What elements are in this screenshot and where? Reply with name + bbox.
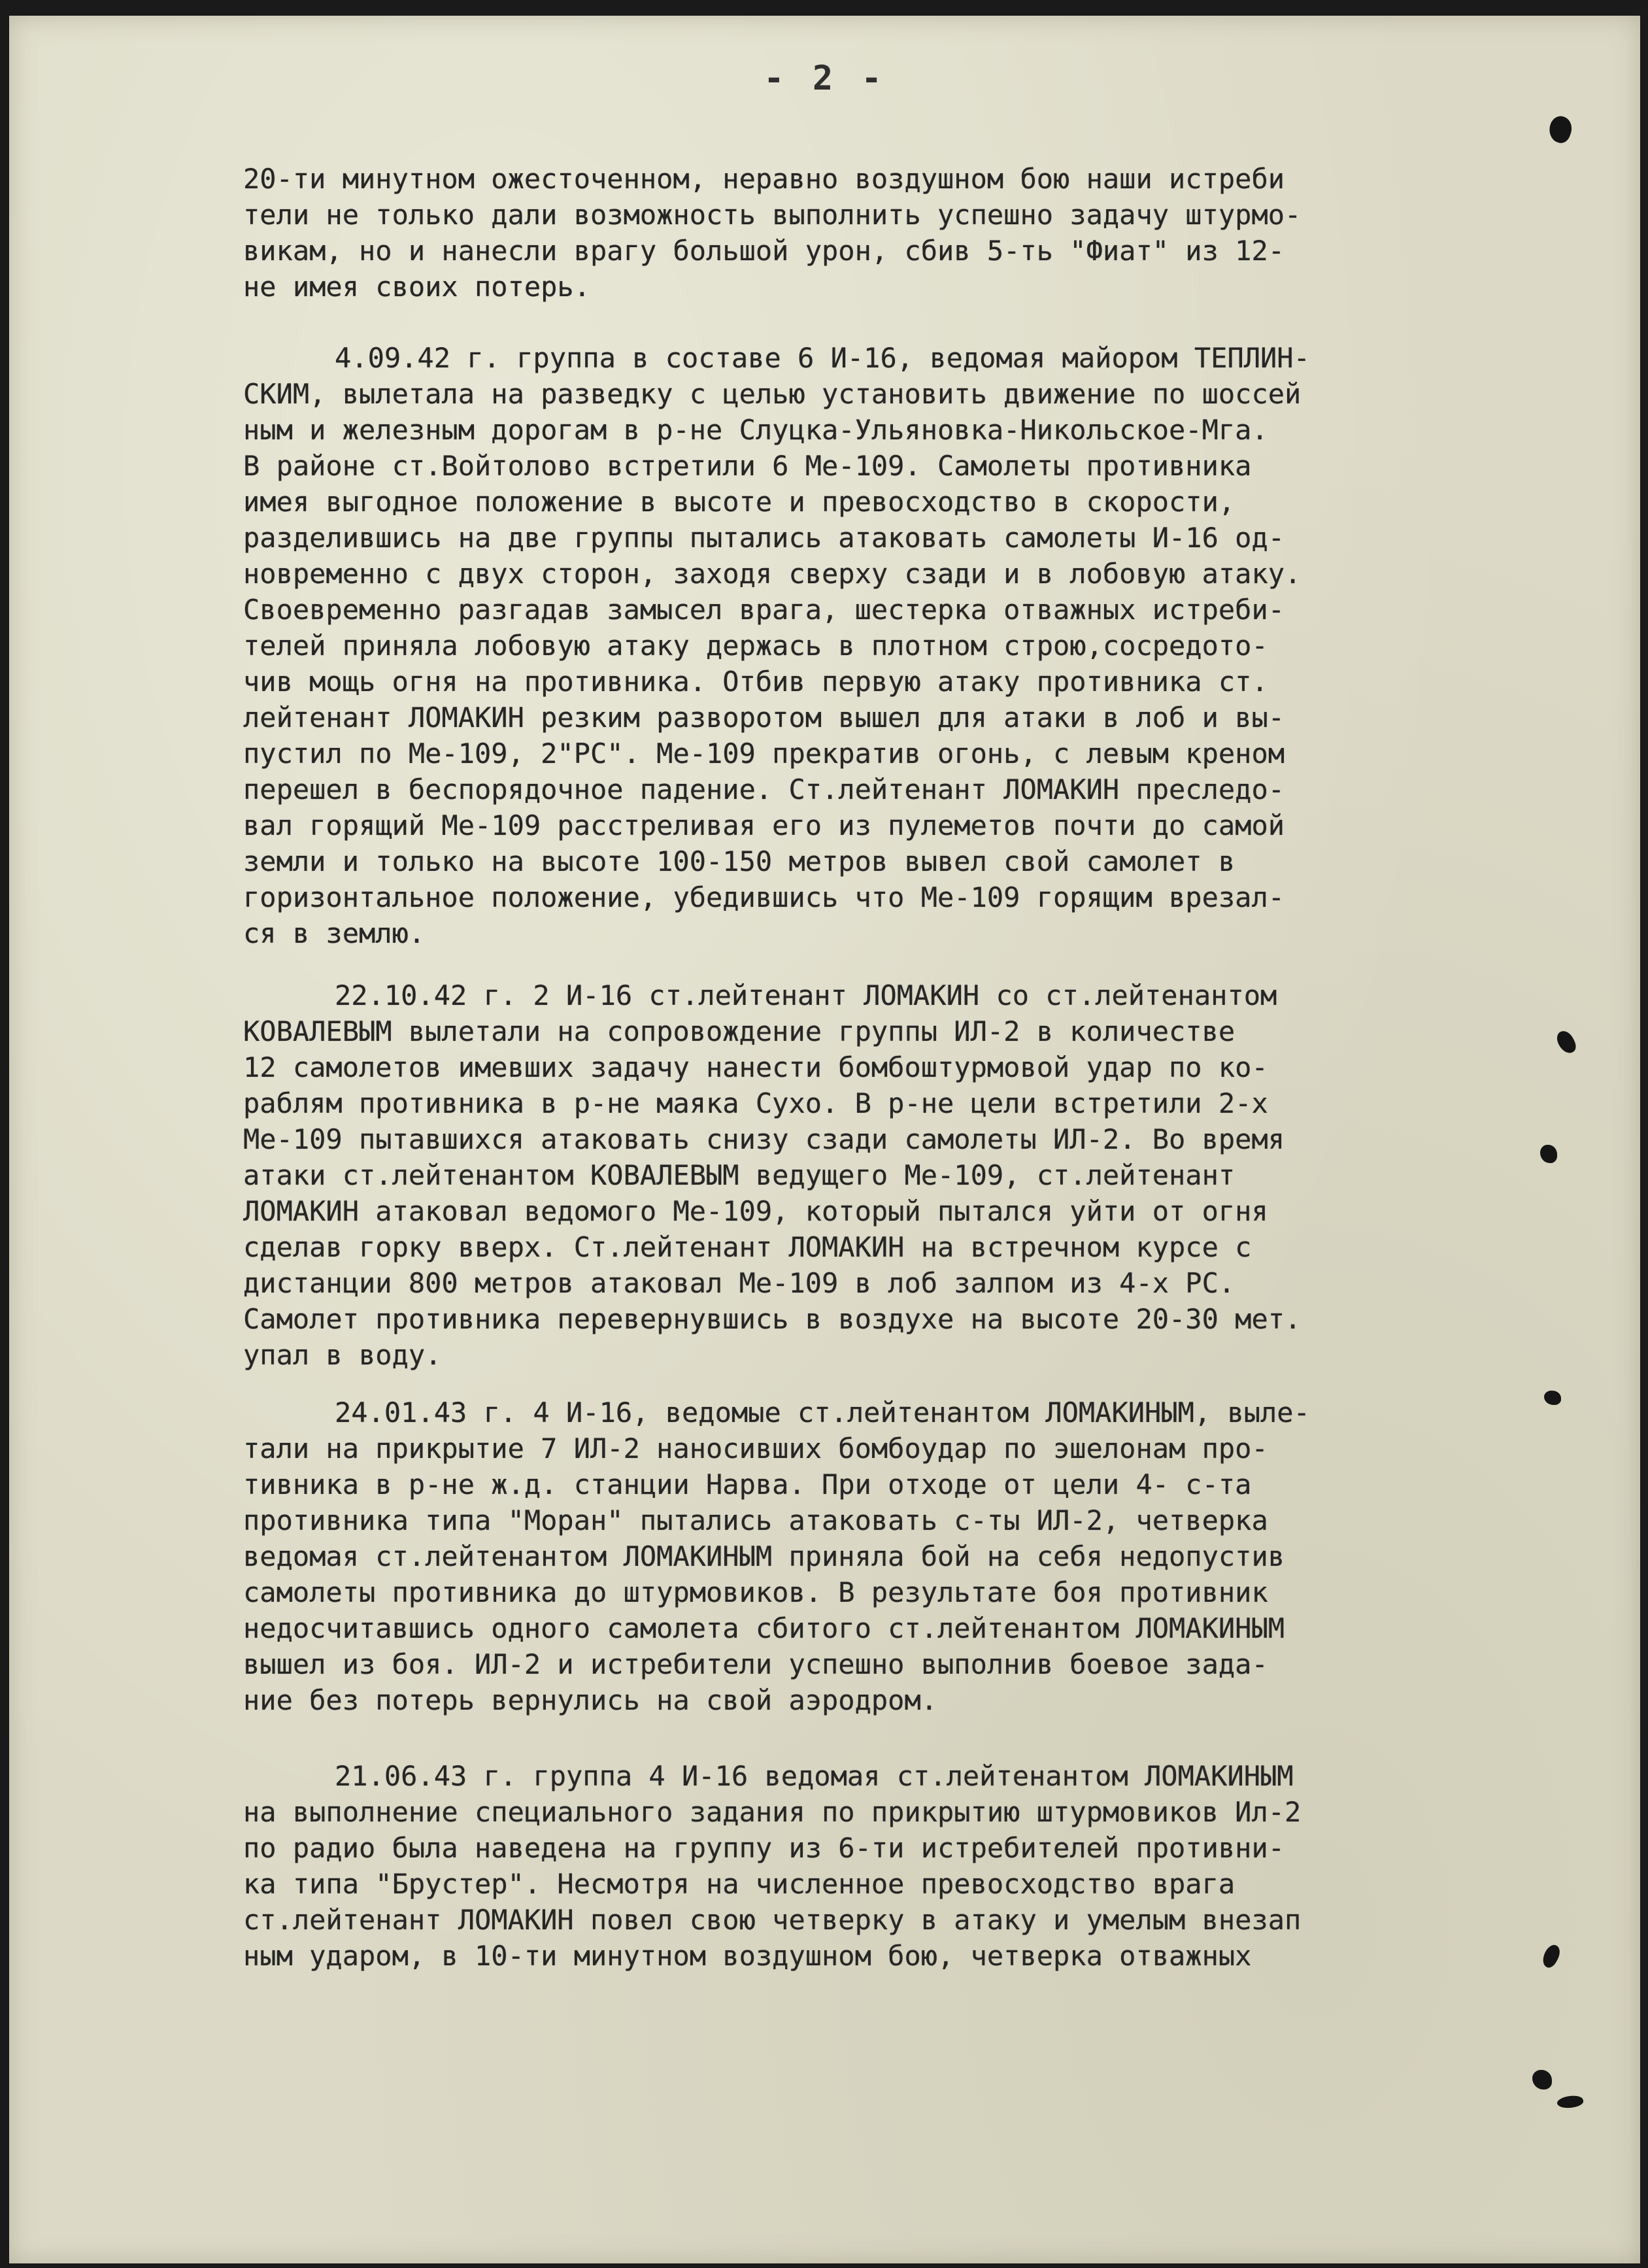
text-line: на выполнение специального задания по прикрытию штурмовиков Ил-2 [243, 1796, 1302, 1828]
text-line: противника типа "Моран" пытались атаковать с-ты ИЛ-2, четверка [243, 1504, 1268, 1536]
text-line: перешел в беспорядочное падение. Ст.лейтенант ЛОМАКИН преследо- [243, 773, 1285, 805]
text-line: СКИМ, вылетала на разведку с целью установить движение по шоссей [243, 378, 1302, 410]
text-line: горизонтальное положение, убедившись что Ме-109 горящим врезал- [243, 881, 1285, 913]
text-line: не имея своих потерь. [243, 271, 591, 303]
ink-blot [1532, 2070, 1552, 2090]
text-line: по радио была наведена на группу из 6-ти истребителей противни- [243, 1832, 1285, 1864]
text-line: атаки ст.лейтенантом КОВАЛЕВЫМ ведущего Ме-109, ст.лейтенант [243, 1159, 1236, 1191]
text-line: упал в воду. [243, 1339, 442, 1371]
text-line: пустил по Ме-109, 2"РС". Ме-109 прекратив огонь, с левым креном [243, 737, 1285, 770]
text-line: дистанции 800 метров атаковал Ме-109 в лоб залпом из 4-х РС. [243, 1267, 1236, 1299]
document-page [9, 16, 1640, 2263]
paragraph-1 [243, 161, 1629, 305]
text-line: 12 самолетов имевших задачу нанести бомбоштурмовой удар по ко- [243, 1051, 1268, 1083]
text-line: тели не только дали возможность выполнить успешно задачу штурмо- [243, 199, 1302, 231]
text-line: имея выгодное положение в высоте и превосходство в скорости, [243, 486, 1236, 518]
text-line: земли и только на высоте 100-150 метров вывел свой самолет в [243, 845, 1236, 877]
text-line: вал горящий Ме-109 расстреливая его из пулеметов почти до самой [243, 809, 1285, 841]
text-line: Ме-109 пытавшихся атаковать снизу сзади самолеты ИЛ-2. Во время [243, 1123, 1285, 1155]
text-line: 21.06.43 г. группа 4 И-16 ведомая ст.лейтенантом ЛОМАКИНЫМ [335, 1760, 1294, 1792]
text-line: ЛОМАКИН атаковал ведомого Ме-109, который пытался уйти от огня [243, 1195, 1268, 1227]
text-line: тивника в р-не ж.д. станции Нарва. При отходе от цели 4- с-та [243, 1468, 1252, 1500]
text-line: КОВАЛЕВЫМ вылетали на сопровождение группы ИЛ-2 в количестве [243, 1015, 1236, 1047]
paragraph-5 [243, 1758, 1629, 1974]
text-line: тали на прикрытие 7 ИЛ-2 наносивших бомбоудар по эшелонам про- [243, 1432, 1268, 1464]
text-line: ст.лейтенант ЛОМАКИН повел свою четверку в атаку и умелым внезап [243, 1904, 1302, 1936]
paragraph-3 [243, 977, 1629, 1373]
text-line: новременно с двух сторон, заходя сверху сзади и в лобовую атаку. [243, 558, 1302, 590]
text-line: разделившись на две группы пытались атаковать самолеты И-16 од- [243, 522, 1285, 554]
paragraph-2 [243, 340, 1629, 951]
ink-blot [1545, 113, 1575, 145]
text-line: ся в землю. [243, 917, 426, 949]
text-line: лейтенант ЛОМАКИН резким разворотом вышел для атаки в лоб и вы- [243, 702, 1285, 734]
text-line: 4.09.42 г. группа в составе 6 И-16, ведомая майором ТЕПЛИН- [335, 342, 1310, 374]
text-line: самолеты противника до штурмовиков. В результате боя противник [243, 1576, 1268, 1608]
text-line: чив мощь огня на противника. Отбив первую атаку противника ст. [243, 666, 1268, 698]
text-line: вышел из боя. ИЛ-2 и истребители успешно выполнив боевое зада- [243, 1648, 1268, 1680]
text-line: ка типа "Брустер". Несмотря на численное превосходство врага [243, 1868, 1236, 1900]
ink-blot [1540, 1145, 1557, 1163]
text-line: недосчитавшись одного самолета сбитого ст.лейтенантом ЛОМАКИНЫМ [243, 1612, 1285, 1644]
ink-blot [1556, 2094, 1585, 2110]
text-line: викам, но и нанесли врагу большой урон, сбив 5-ть "Фиат" из 12- [243, 235, 1285, 267]
page-number: - 2 - [764, 59, 886, 98]
text-line: ным и железным дорогам в р-не Слуцка-Ульяновка-Никольское-Мга. [243, 414, 1268, 446]
text-line: В районе ст.Войтолово встретили 6 Ме-109. Самолеты противника [243, 450, 1252, 482]
text-line: 24.01.43 г. 4 И-16, ведомые ст.лейтенантом ЛОМАКИНЫМ, выле- [335, 1396, 1310, 1429]
text-line: телей приняла лобовую атаку держась в плотном строю,сосредото- [243, 630, 1268, 662]
text-line: ведомая ст.лейтенантом ЛОМАКИНЫМ приняла бой на себя недопустив [243, 1540, 1285, 1572]
text-line: ние без потерь вернулись на свой аэродром. [243, 1684, 938, 1716]
text-line: Своевременно разгадав замысел врага, шестерка отважных истреби- [243, 594, 1285, 626]
text-line: сделав горку вверх. Ст.лейтенант ЛОМАКИН на встречном курсе с [243, 1231, 1252, 1263]
text-line: 20-ти минутном ожесточенном, неравно воздушном бою наши истреби [243, 163, 1285, 195]
ink-blot [1544, 1391, 1561, 1405]
paragraph-4 [243, 1395, 1629, 1718]
text-line: 22.10.42 г. 2 И-16 ст.лейтенант ЛОМАКИН со ст.лейтенантом [335, 979, 1277, 1011]
text-line: ным ударом, в 10-ти минутном воздушном бою, четверка отважных [243, 1940, 1252, 1972]
text-line: Самолет противника перевернувшись в воздухе на высоте 20-30 мет. [243, 1303, 1302, 1335]
text-line: раблям противника в р-не маяка Сухо. В р-не цели встретили 2-х [243, 1087, 1268, 1119]
